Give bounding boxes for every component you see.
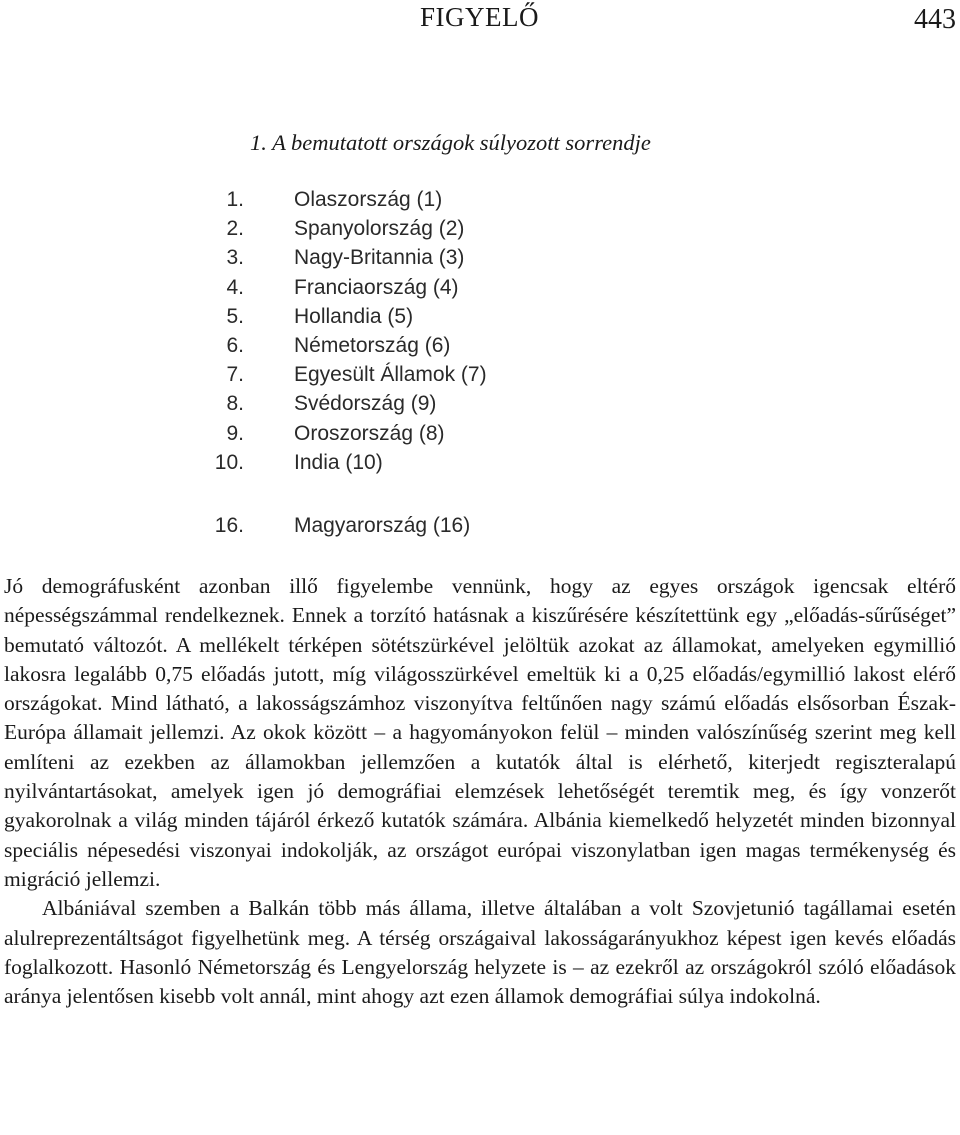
country-ranking-list	[0, 188, 960, 543]
country-name: Oroszország (8)	[294, 421, 445, 445]
country-name: India (10)	[294, 450, 383, 474]
rank-number: 16.	[214, 513, 244, 537]
rank-number: 2.	[226, 217, 244, 241]
list-item	[0, 334, 960, 363]
table-title: 1. A bemutatott országok súlyozott sorrendje	[250, 130, 651, 155]
rank-number: 7.	[226, 363, 244, 387]
running-title: FIGYELŐ	[420, 2, 539, 32]
country-name: Egyesült Államok (7)	[294, 363, 487, 387]
country-name: Spanyolország (2)	[294, 217, 465, 241]
rank-number: 4.	[226, 275, 244, 299]
paragraph: Albániával szemben a Balkán több más állama, illetve általában a volt Szovjetunió tagállamai esetén alulreprezentáltságot figyelhetünk meg. A térség országaival lakosságarányukhoz képest igen kevés előadás foglalkozott. Hasonló Németország és Lengyelország helyzete is – az ezekről az országokról szóló előadások aránya jelentősen kisebb volt annál, mint ahogy azt ezen államok demográfiai súlya indokolná.	[4, 896, 956, 1009]
rank-number: 1.	[226, 188, 244, 211]
list-item	[0, 246, 960, 275]
rank-number: 6.	[226, 333, 244, 357]
list-item	[0, 451, 960, 480]
country-name: Franciaország (4)	[294, 275, 459, 299]
list-item	[0, 188, 960, 217]
list-item	[0, 217, 960, 246]
page-number: 443	[914, 4, 956, 35]
country-name: Hollandia (5)	[294, 304, 414, 328]
list-item	[0, 276, 960, 305]
country-name: Svédország (9)	[294, 392, 437, 416]
paragraph: Jó demográfusként azonban illő figyelembe vennünk, hogy az egyes országok igencsak eltérő népességszámmal rendelkeznek. Ennek a torzító hatásnak a kiszűrésére készítettünk egy „előadás-sűrűséget” bemutató változót. A mellékelt térképen sötétszürkével jelöltük azokat az államokat, amelyeken egymillió lakosra legalább 0,75 előadás jutott, míg világosszürkével emeltük ki a 0,25 előadás/egymillió lakost elérő országokat. Mind látható, a lakosságszámhoz viszonyítva feltűnően nagy számú előadás elsősorban Észak-Európa államait jellemzi. Az okok között – a hagyományokon felül – minden valószínűség szerint meg kell említeni az ezekben az államokban jellemzően a kutatók által is elérhető, kiterjedt regiszteralapú nyilvántartásokat, amelyek igen jó demográfiai elemzések lehetőségét teremtik meg, és így vonzerőt gyakorolnak a világ minden tájáról érkező kutatók számára. Albánia kiemelkedő helyzetét minden bizonnyal speciális népesedési viszonyai indokolják, az országot európai viszonylatban igen magas termékenység és migráció jellemzi.	[4, 574, 956, 891]
rank-number: 3.	[226, 246, 244, 270]
rank-number: 8.	[226, 392, 244, 416]
list-item	[0, 305, 960, 334]
country-name: Olaszország (1)	[294, 188, 443, 211]
country-name: Németország (6)	[294, 333, 451, 357]
page-header	[0, 0, 960, 40]
list-item	[0, 363, 960, 392]
rank-number: 9.	[226, 421, 244, 445]
rank-number: 5.	[226, 304, 244, 328]
country-name: Magyarország (16)	[294, 513, 471, 537]
list-item	[0, 392, 960, 421]
rank-number: 10.	[214, 450, 244, 474]
list-item	[0, 514, 960, 543]
country-name: Nagy-Britannia (3)	[294, 246, 465, 270]
list-item	[0, 422, 960, 451]
article-body	[4, 572, 956, 1011]
